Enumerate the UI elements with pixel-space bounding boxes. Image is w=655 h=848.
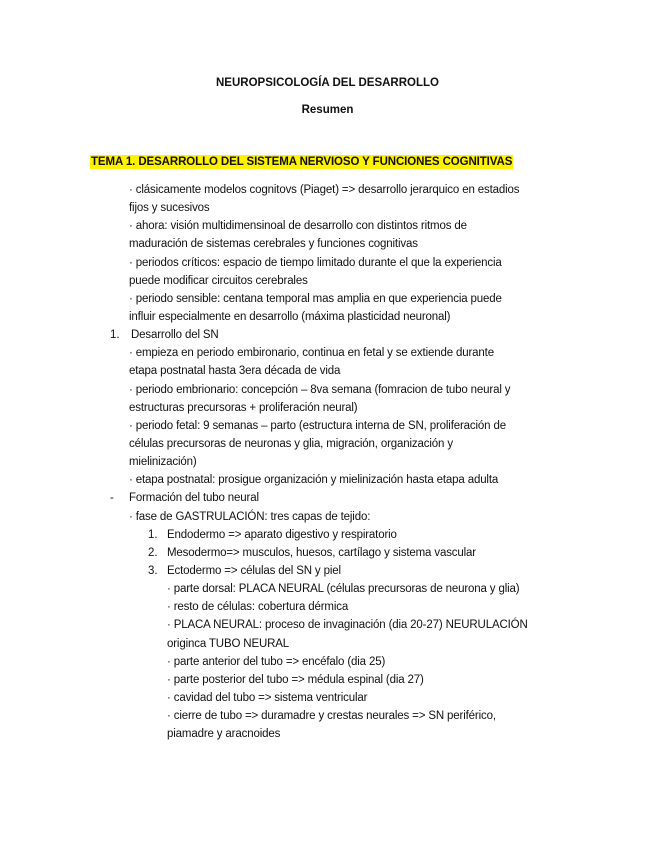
detail-line: · PLACA NEURAL: proceso de invaginación (dia 20-27) NEURULACIÓN [167,619,528,631]
document-title: NEUROPSICOLOGÍA DEL DESARROLLO [216,77,439,89]
detail-line: · parte posterior del tubo => médula espinal (dia 27) [167,674,424,686]
section-title: Desarrollo del SN [131,329,219,341]
layer-text: Ectodermo => células del SN y piel [167,565,341,577]
section-line: · periodo fetal: 9 semanas – parto (estructura interna de SN, proliferación de [129,420,506,432]
layer-text: Mesodermo=> musculos, huesos, cartílago y sistema vascular [167,547,476,559]
section-line: · periodo embrionario: concepción – 8va semana (fomracion de tubo neural y [129,384,511,396]
section-line: etapa postnatal hasta 3era década de vida [129,365,341,377]
document-subtitle: Resumen [301,104,354,116]
section-title: Formación del tubo neural [129,492,259,504]
section-dash: - [110,492,114,504]
section-line: estructuras precursoras + proliferación neural) [129,402,358,414]
section-line: · fase de GASTRULACIÓN: tres capas de tejido: [129,511,371,523]
detail-line: · resto de células: cobertura dérmica [167,601,349,613]
layer-number: 2. [148,547,158,559]
layer-number: 3. [148,565,158,577]
layer-number: 1. [148,529,158,541]
intro-line: puede modificar circuitos cerebrales [129,275,308,287]
section-line: células precursoras de neuronas y glia, migración, organización y [129,438,453,450]
section-line: · empieza en periodo embironario, continua en fetal y se extiende durante [129,347,494,359]
detail-line: · parte dorsal: PLACA NEURAL (células precursoras de neurona y glia) [167,583,520,595]
intro-line: · ahora: visión multidimensinoal de desarrollo con distintos ritmos de [129,220,467,232]
topic-heading: TEMA 1. DESARROLLO DEL SISTEMA NERVIOSO Y FUNCIONES COGNITIVAS [91,156,513,168]
detail-line: · cavidad del tubo => sistema ventricular [167,692,368,704]
intro-line: · periodo sensible: centana temporal mas amplia en que experiencia puede [129,293,502,305]
detail-line: originca TUBO NEURAL [167,638,290,650]
section-line: · etapa postnatal: prosigue organización y mielinización hasta etapa adulta [129,474,499,486]
intro-line: fijos y sucesivos [129,202,210,214]
intro-line: · clásicamente modelos cognitovs (Piaget) => desarrollo jerarquico en estadios [129,184,520,196]
intro-line: · periodos críticos: espacio de tiempo limitado durante el que la experiencia [129,257,502,269]
section-number: 1. [110,329,120,341]
intro-line: maduración de sistemas cerebrales y funciones cognitivas [129,238,418,250]
layer-text: Endodermo => aparato digestivo y respiratorio [167,529,397,541]
detail-line: piamadre y aracnoides [167,728,281,740]
section-line: mielinización) [129,456,197,468]
detail-line: · parte anterior del tubo => encéfalo (dia 25) [167,656,386,668]
intro-line: influir especialmente en desarrollo (máxima plasticidad neuronal) [129,311,451,323]
detail-line: · cierre de tubo => duramadre y crestas neurales => SN periférico, [167,710,496,722]
